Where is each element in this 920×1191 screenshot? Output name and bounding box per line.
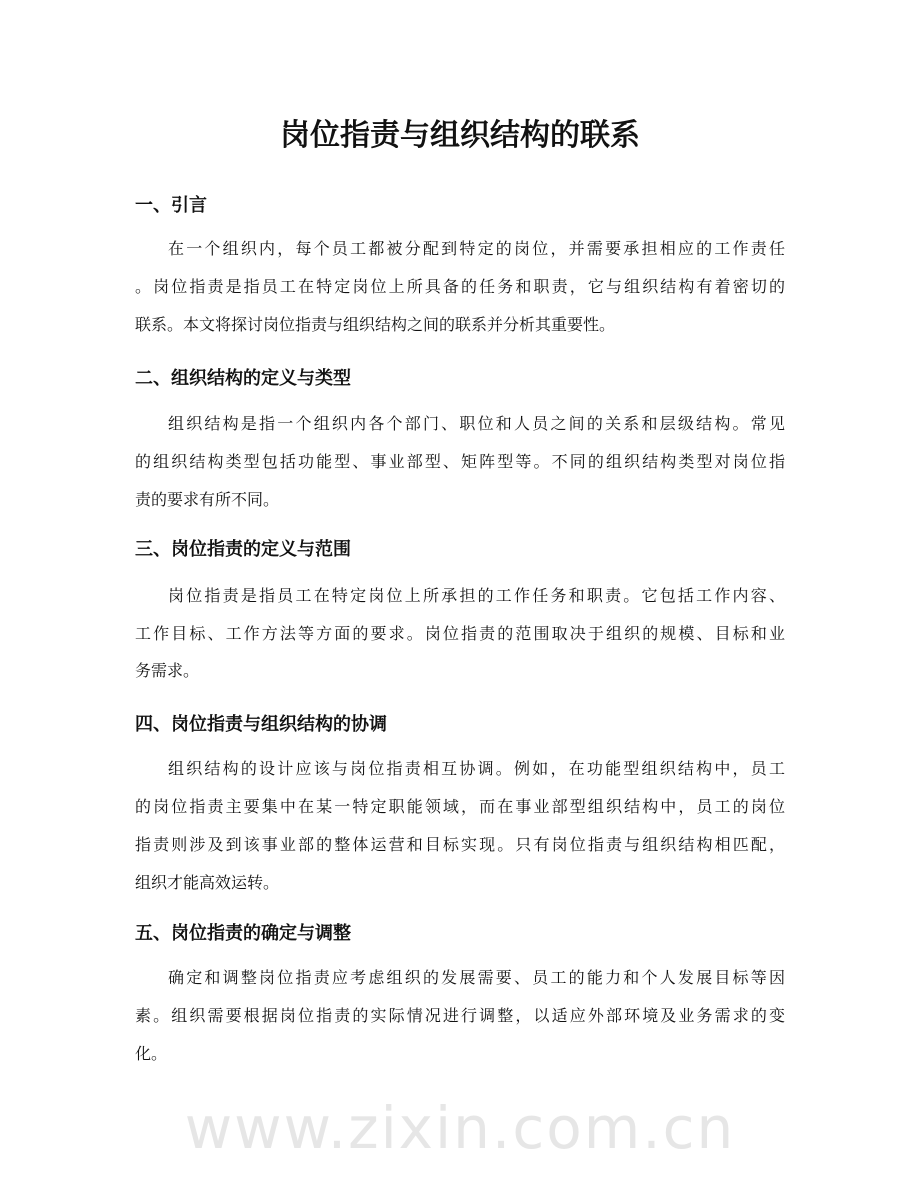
watermark: www.zixin.com.cn <box>184 1094 736 1162</box>
paragraph-line: 指责则涉及到该事业部的整体运营和目标实现。只有岗位指责与组织结构相匹配， <box>135 835 785 854</box>
paragraph-line: 化。 <box>135 1044 168 1063</box>
section-heading: 一、引言 <box>135 195 207 216</box>
paragraph-line: 组织才能高效运转。 <box>135 873 280 892</box>
paragraph-line: 组织结构是指一个组织内各个部门、职位和人员之间的关系和层级结构。常见 <box>168 414 785 433</box>
paragraph-line: 素。组织需要根据岗位指责的实际情况进行调整，以适应外部环境及业务需求的变 <box>135 1006 785 1025</box>
paragraph-line: 联系。本文将探讨岗位指责与组织结构之间的联系并分析其重要性。 <box>135 315 616 334</box>
paragraph-line: 岗位指责是指员工在特定岗位上所承担的工作任务和职责。它包括工作内容、 <box>168 586 785 605</box>
paragraph-line: 组织结构的设计应该与岗位指责相互协调。例如，在功能型组织结构中，员工 <box>168 759 785 778</box>
paragraph-line: 务需求。 <box>135 661 200 680</box>
paragraph-line: 责的要求有所不同。 <box>135 490 280 509</box>
document-title: 岗位指责与组织结构的联系 <box>280 118 640 153</box>
paragraph-line: 工作目标、工作方法等方面的要求。岗位指责的范围取决于组织的规模、目标和业 <box>135 624 785 643</box>
paragraph-line: 。岗位指责是指员工在特定岗位上所具备的任务和职责，它与组织结构有着密切的 <box>135 277 785 296</box>
paragraph-line: 确定和调整岗位指责应考虑组织的发展需要、员工的能力和个人发展目标等因 <box>168 968 785 987</box>
paragraph-line: 的组织结构类型包括功能型、事业部型、矩阵型等。不同的组织结构类型对岗位指 <box>135 452 785 471</box>
paragraph-line: 的岗位指责主要集中在某一特定职能领域，而在事业部型组织结构中，员工的岗位 <box>135 797 785 816</box>
section-heading: 二、组织结构的定义与类型 <box>135 368 351 389</box>
section-heading: 四、岗位指责与组织结构的协调 <box>135 714 387 735</box>
paragraph-line: 在一个组织内，每个员工都被分配到特定的岗位，并需要承担相应的工作责任 <box>168 239 785 258</box>
section-heading: 三、岗位指责的定义与范围 <box>135 539 351 560</box>
section-heading: 五、岗位指责的确定与调整 <box>135 923 351 944</box>
